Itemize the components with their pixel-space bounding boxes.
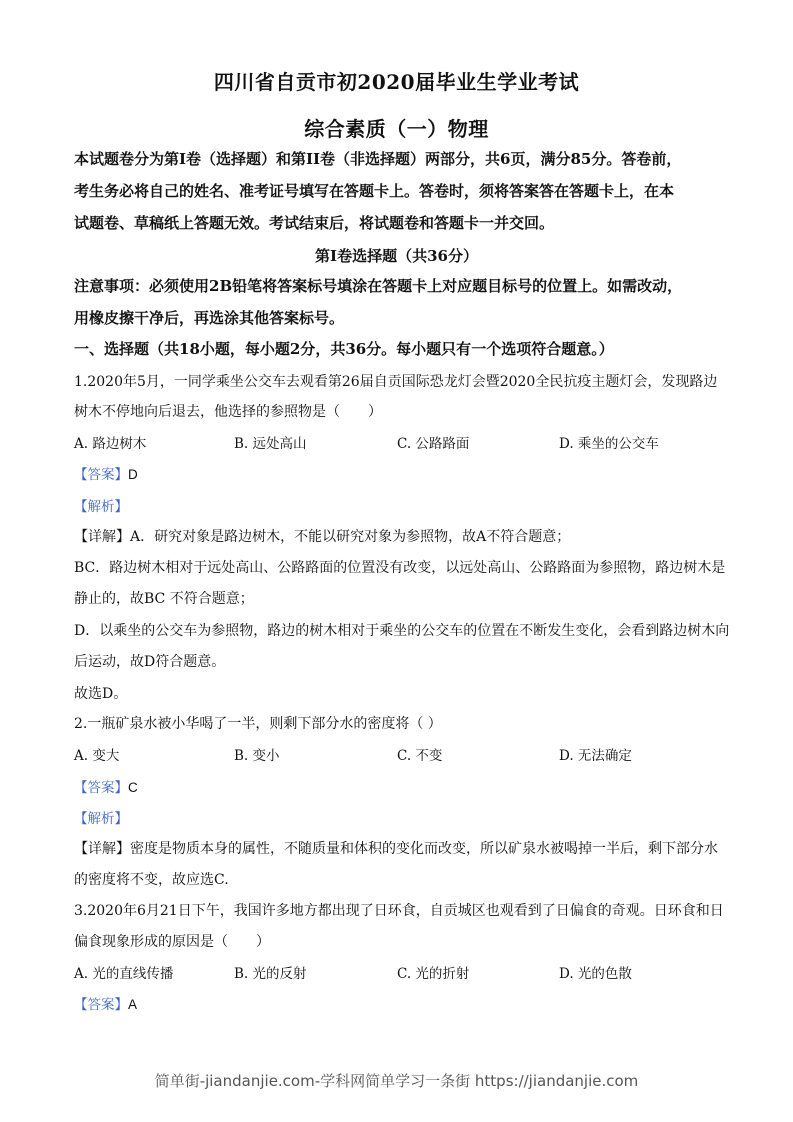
detail-line: 【详解】A．研究对象是路边树木，不能以研究对象为参照物，故A不符合题意； — [74, 529, 571, 545]
detail-line: 故选D。 — [74, 686, 128, 702]
answer-row — [74, 993, 137, 1013]
option-c: C. 光的折射 — [397, 966, 470, 982]
option-a: A. 变大 — [74, 748, 120, 764]
option-a: A. 路边树木 — [74, 436, 147, 452]
question-stem: 3.2020年6月21日下午，我国许多地方都出现了日环食，自贡城区也观看到了日偏食的奇观。日环食和日 — [74, 903, 724, 919]
question-stem: 1.2020年5月，一同学乘坐公交车去观看第26届自贡国际恐龙灯会暨2020全民抗疫主题灯会，发现路边 — [74, 374, 718, 390]
detail-line: 后运动，故D符合题意。 — [74, 654, 226, 670]
option-b: B. 远处高山 — [234, 436, 307, 452]
option-d: D. 光的色散 — [559, 966, 632, 982]
section-title: 第I卷选择题（共36分） — [315, 247, 478, 265]
answer-value: C — [128, 780, 138, 795]
option-d: D. 乘坐的公交车 — [559, 436, 659, 452]
detail-line: 的密度将不变，故应选C. — [74, 872, 229, 888]
question-stem: 树木不停地向后退去，他选择的参照物是（ ） — [74, 404, 382, 420]
option-a: A. 光的直线传播 — [74, 966, 174, 982]
answer-row — [74, 776, 138, 796]
footer-watermark: 简单街-jiandanjie.com-学科网简单学习一条街 https://jiandanjie.com — [154, 1072, 639, 1090]
option-c: C. 不变 — [397, 748, 443, 764]
intro-line: 试题卷、草稿纸上答题无效。考试结束后，将试题卷和答题卡一并交回。 — [74, 214, 555, 232]
answer-label: 【答案】 — [74, 467, 128, 483]
notice-line: 用橡皮擦干净后，再选涂其他答案标号。 — [74, 309, 345, 327]
answer-label: 【答案】 — [74, 997, 128, 1013]
intro-line: 本试题卷分为第I卷（选择题）和第II卷（非选择题）两部分，共6页，满分85分。答卷前， — [74, 150, 682, 168]
analysis-row — [74, 495, 128, 515]
option-d: D. 无法确定 — [559, 748, 632, 764]
option-c: C. 公路路面 — [397, 436, 470, 452]
question-stem: 偏食现象形成的原因是（ ） — [74, 934, 270, 950]
intro-line: 考生务必将自己的姓名、准考证号填写在答题卡上。答卷时，须将答案答在答题卡上，在本 — [74, 182, 675, 200]
detail-line: D．以乘坐的公交车为参照物，路边的树木相对于乘坐的公交车的位置在不断发生变化，会看到路边树木向 — [74, 623, 730, 639]
notice-line: 注意事项：必须使用2B铅笔将答案标号填涂在答题卡上对应题目标号的位置上。如需改动， — [74, 277, 683, 295]
detail-line: 【详解】密度是物质本身的属性，不随质量和体积的变化而改变，所以矿泉水被喝掉一半后，剩下部分水 — [74, 841, 718, 857]
option-b: B. 变小 — [234, 748, 280, 764]
exam-subtitle: 综合素质（一）物理 — [304, 117, 489, 141]
answer-value: A — [128, 997, 138, 1012]
exam-title: 四川省自贡市初2020届毕业生学业考试 — [213, 70, 580, 94]
question-stem: 2.一瓶矿泉水被小华喝了一半，则剩下部分水的密度将（ ） — [74, 716, 442, 732]
analysis-row — [74, 807, 128, 827]
part-heading: 一、选择题（共18小题，每小题2分，共36分。每小题只有一个选项符合题意。） — [74, 340, 614, 358]
analysis-label: 【解析】 — [74, 811, 128, 827]
answer-value: D — [128, 467, 138, 482]
answer-row — [74, 463, 138, 483]
answer-label: 【答案】 — [74, 780, 128, 796]
detail-line: BC．路边树木相对于远处高山、公路路面的位置没有改变，以远处高山、公路路面为参照物，路边树木是 — [74, 560, 726, 576]
analysis-label: 【解析】 — [74, 499, 128, 515]
detail-line: 静止的，故BC 不符合题意； — [74, 591, 254, 607]
option-b: B. 光的反射 — [234, 966, 307, 982]
